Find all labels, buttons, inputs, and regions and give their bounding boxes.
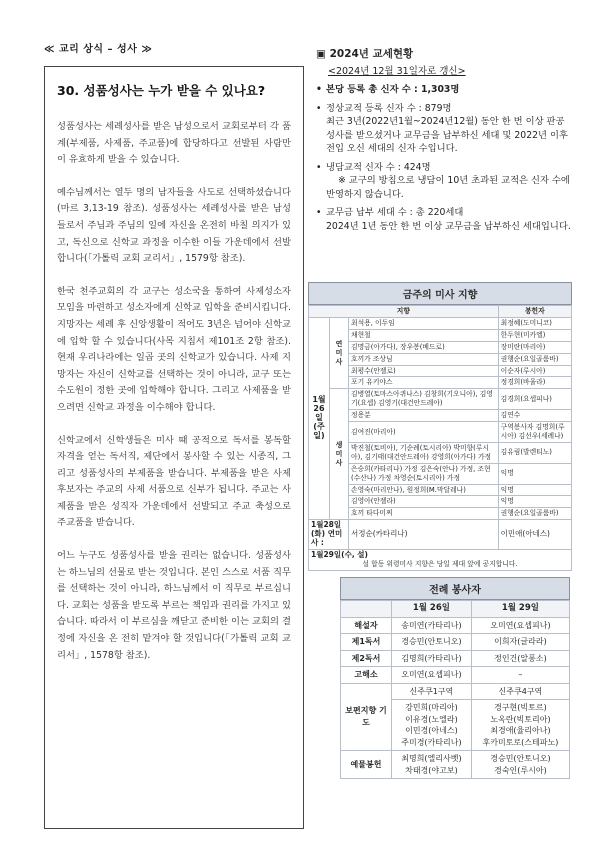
- article-title: 30. 성품성사는 누가 받을 수 있나요?: [57, 83, 266, 98]
- table-row: [309, 341, 572, 353]
- server-name: 주미경(카타리나): [401, 737, 462, 747]
- table-row: [341, 634, 570, 651]
- table-row: [309, 329, 572, 341]
- intent-cell: 손영숙(마리안나), 원정희(M.막달레나): [349, 484, 499, 496]
- server-cell: 경승민(안토니오): [392, 634, 472, 651]
- table-row: [309, 365, 572, 377]
- foot2-label: 1월29일(수, 설): [311, 549, 368, 559]
- offerer-cell: 한두현(미카엘): [498, 329, 571, 341]
- prayer-cell-b: [471, 700, 569, 751]
- server-name: 강민희(마리아): [405, 703, 458, 712]
- yeon-label: 연 미 사: [330, 317, 349, 388]
- stats-list: [316, 83, 572, 233]
- offerer-cell: 권행순(요일골룸바): [498, 353, 571, 365]
- server-name: 후카미토로(스테파노): [482, 737, 559, 747]
- table-row: [309, 422, 572, 443]
- offerer-cell: 김연수: [498, 410, 571, 422]
- foot2-notice: 설 합동 위령미사 지향은 당일 제대 앞에 공지합니다.: [362, 559, 518, 568]
- saeng-label: 생 미 사: [330, 389, 349, 520]
- stats-item: [316, 161, 572, 202]
- mass-title: 금주의 미사 지향: [308, 282, 572, 305]
- table-row: [309, 496, 572, 508]
- role-cell: 제2독서: [341, 650, 392, 667]
- role-cell: 제1독서: [341, 634, 392, 651]
- server-cell: 정인건(알퐁소): [471, 650, 569, 667]
- offerer-cell: 익명: [498, 463, 571, 484]
- intent-cell: 호끼가 조상님: [349, 353, 499, 365]
- liturgy-servers: [340, 577, 570, 779]
- stats-title: ▣ 2024년 교세현황: [316, 48, 414, 60]
- table-row: [341, 667, 570, 684]
- intent-cell: 호끼 타다미찌: [349, 508, 499, 520]
- intent-cell: 포기 유키야스: [349, 377, 499, 389]
- intent-cell: 최평수(안젤로): [349, 365, 499, 377]
- offertory-cell-a: [392, 751, 472, 779]
- day2-header: 1월 29일: [471, 601, 569, 618]
- table-row: [309, 389, 572, 410]
- stats-item: [316, 83, 572, 97]
- offerer-cell: 장미란(마리아): [498, 341, 571, 353]
- article-paragraph: 신학교에서 신학생들은 미사 때 공적으로 독서를 봉독할 자격을 얻는 독서직, 제단에서 봉사할 수 있는 시종직, 그리고 성품성사의 부제품을 받습니다. 부제품을 받은 사제 후보자는 주교의 사제 서품으로 신부가 됩니다. 주교는 사제품을 받은 성직자 가운데에서 선발되고 주교 축성으로 주교품을 받습니다.: [57, 434, 291, 529]
- server-cell: 김명희(카타리나): [392, 650, 472, 667]
- offerer-cell: 정경희(바울라): [498, 377, 571, 389]
- table-row: [309, 442, 572, 463]
- intent-cell: 김병열(토마스아퀴나스) 김창희(기오니아), 김영기(요셉) 김영기(대건안드레아): [349, 389, 499, 410]
- server-name: 최명희(엘리사벳): [401, 754, 462, 763]
- table-row: [341, 617, 570, 634]
- server-cell: 오미연(요셉피나): [471, 617, 569, 634]
- catechism-article: [44, 66, 304, 829]
- article-paragraph: 성품성사는 세례성사를 받은 남성으로서 교회로부터 각 품계(부제품, 사제품, 주교품)에 합당하다고 선발된 사람만이 유효하게 받을 수 있습니다.: [57, 121, 291, 166]
- table-row: [309, 377, 572, 389]
- server-name: 이민경(아네스): [405, 726, 458, 735]
- role-header: [341, 601, 392, 618]
- liturgy-title: 전례 봉사자: [340, 577, 570, 600]
- table-row: [309, 549, 572, 570]
- stats-item-text: 교무금 납부 세대 수 : 총 220세대: [326, 207, 464, 218]
- role-cell: 고해소: [341, 667, 392, 684]
- col-offerer: 봉헌자: [498, 306, 571, 318]
- server-cell: 송미연(카타리나): [392, 617, 472, 634]
- stats-item-text: 냉담교적 신자 수 : 424명: [326, 161, 431, 173]
- table-row: [309, 520, 572, 550]
- offertory-cell-b: [471, 751, 569, 779]
- offerer-cell: 김유림(발렌티노): [498, 442, 571, 463]
- table-row: [309, 484, 572, 496]
- server-name: 경승민(안토니오): [490, 754, 551, 763]
- article-paragraph: 한국 천주교회의 각 교구는 성소국을 통하여 사제성소자 모임을 마련하고 성소자에게 신학교 입학을 준비시킵니다. 지망자는 세례 후 신앙생활이 적어도 3년은 넘어야 신학교에 입학 할 수 있습니다(사목 지침서 제101조 2항 참조). 현재 우리나라에는 일곱 곳의 신학교가 있습니다. 사제 지망자는 자신이 신학교를 선택하는 것이 아니라, 교구 또는 수도원이 정한 곳에 입학해야 합니다. 그리고 사제품을 받으려면 신학교 과정을 이수해야 합니다.: [57, 285, 291, 413]
- liturgy-table: [340, 600, 570, 779]
- server-name: 이유경(노엘라): [405, 714, 458, 724]
- mass-intentions: [308, 282, 572, 571]
- col-intent: 지향: [309, 306, 499, 318]
- server-name: 경구현(빅토르): [494, 703, 547, 712]
- server-name: 최경애(율리아나): [490, 726, 551, 735]
- stats-item: [316, 206, 572, 233]
- intent-cell: 정용분: [349, 410, 499, 422]
- foot1-offerer: 이민애(아네스): [498, 520, 571, 550]
- server-name: 차태경(야고보): [405, 765, 458, 775]
- table-row: [309, 317, 572, 329]
- foot1-label: 1월28일(화) 연미사 :: [309, 520, 349, 550]
- table-row: [341, 650, 570, 667]
- role-cell: 해설자: [341, 617, 392, 634]
- offerer-cell: 구역봉사자 김명희(루시아) 김선우(세례나): [498, 422, 571, 443]
- church-stats: [316, 46, 572, 238]
- foot1-intent: 서정순(카타리나): [349, 520, 499, 550]
- foot2: [309, 549, 572, 570]
- table-row: [309, 353, 572, 365]
- prayer-cell-a: [392, 700, 472, 751]
- day1-header: 1월 26일: [392, 601, 472, 618]
- server-cell: 오미연(요셉피나): [392, 667, 472, 684]
- table-row: [309, 463, 572, 484]
- offerer-cell: 최정혜(도미니코): [498, 317, 571, 329]
- intent-cell: 김여진(마리아): [349, 422, 499, 443]
- offerer-cell: 익명: [498, 484, 571, 496]
- stats-item-text: 본당 등록 총 신자 수 : 1,303명: [326, 84, 460, 95]
- intent-cell: 김명금(아가다), 장우봉(베드로): [349, 341, 499, 353]
- server-cell: 이희자(글라라): [471, 634, 569, 651]
- server-name: 노옥란(빅토리아): [490, 714, 551, 724]
- role-cell: 예물봉헌: [341, 751, 392, 779]
- stats-subtitle: <2024년 12월 31일자로 갱신>: [328, 66, 466, 77]
- table-row: [309, 410, 572, 422]
- article-paragraph: 어느 누구도 성품성사를 받을 권리는 없습니다. 성품성사는 하느님의 선물로 받는 것입니다. 본인 스스로 서품 직무를 선택하는 것이 아니라, 하느님께서 이 직무로 부르십니다. 교회는 성품을 받도록 부르는 책임과 권리를 가지고 있습니다. 따라서 이 부르심을 깨닫고 준비한 이는 교회의 결정에 자신을 온 전히 맡겨야 할 것입니다(「가톨릭 교회 교리서」, 1578항 참조).: [57, 550, 291, 661]
- prayer-head-b: 신주쿠4구역: [471, 683, 569, 700]
- server-cell: –: [471, 667, 569, 684]
- intent-cell: 채현철: [349, 329, 499, 341]
- offerer-cell: 김경희(요셉피나): [498, 389, 571, 410]
- table-row: [309, 508, 572, 520]
- intent-cell: 은승희(카타리나) 가정 김은숙(안나) 가정, 조현(수산나) 가정 차영순(토시리아) 가정: [349, 463, 499, 484]
- server-name: 경숙인(루시아): [494, 765, 547, 775]
- stats-item-note: 최근 3년(2022년1월~2024년12월) 동안 한 번 이상 판공성사를 받으셨거나 교무금을 납부하신 세대 및 2022년 이후 전입 오신 세대의 신자 수입니다.: [326, 116, 568, 154]
- table-row: [341, 683, 570, 700]
- article-paragraph: 예수님께서는 열두 명의 남자들을 사도로 선택하셨습니다(마르 3,13-19 참조). 성품성사는 세례성사를 받은 남성들로서 주님과 주님의 일에 자신을 온전히 바칠 의지가 있고, 독신으로 신학교 과정을 이수한 이들 가운데에서 선발합니다(「가톨릭 교회 교리서」, 1579항 참조).: [57, 186, 291, 265]
- intent-cell: 박진철(토비아), 기순례(토시리아) 박미향(루시아), 김기태(대건안드레아) 강영희(아가다) 가정: [349, 442, 499, 463]
- table-row: [341, 751, 570, 779]
- offerer-cell: 이순자(루시아): [498, 365, 571, 377]
- mass-table: [308, 305, 572, 571]
- role-cell: 보편지향 기도: [341, 683, 392, 751]
- stats-item-text: 정상교적 등록 신자 수 : 879명: [326, 102, 452, 114]
- intent-cell: 김영아(안젤라): [349, 496, 499, 508]
- intent-cell: 최석용, 이두임: [349, 317, 499, 329]
- offerer-cell: 익명: [498, 496, 571, 508]
- offerer-cell: 권행순(요일골룸바): [498, 508, 571, 520]
- mass-date: 1월 26일 (주일): [309, 317, 330, 519]
- stats-item: [316, 102, 572, 156]
- stats-item-note: ※ 교구의 방침으로 냉담이 10년 초과된 교적은 신자 수에 반영하지 않습니다.: [326, 175, 570, 200]
- stats-item-note: 2024년 1년 동안 한 번 이상 교무금을 납부하신 세대입니다.: [326, 220, 571, 232]
- section-header: ≪ 교리 상식 – 성사 ≫: [44, 44, 153, 55]
- prayer-head-a: 신주쿠1구역: [392, 683, 472, 700]
